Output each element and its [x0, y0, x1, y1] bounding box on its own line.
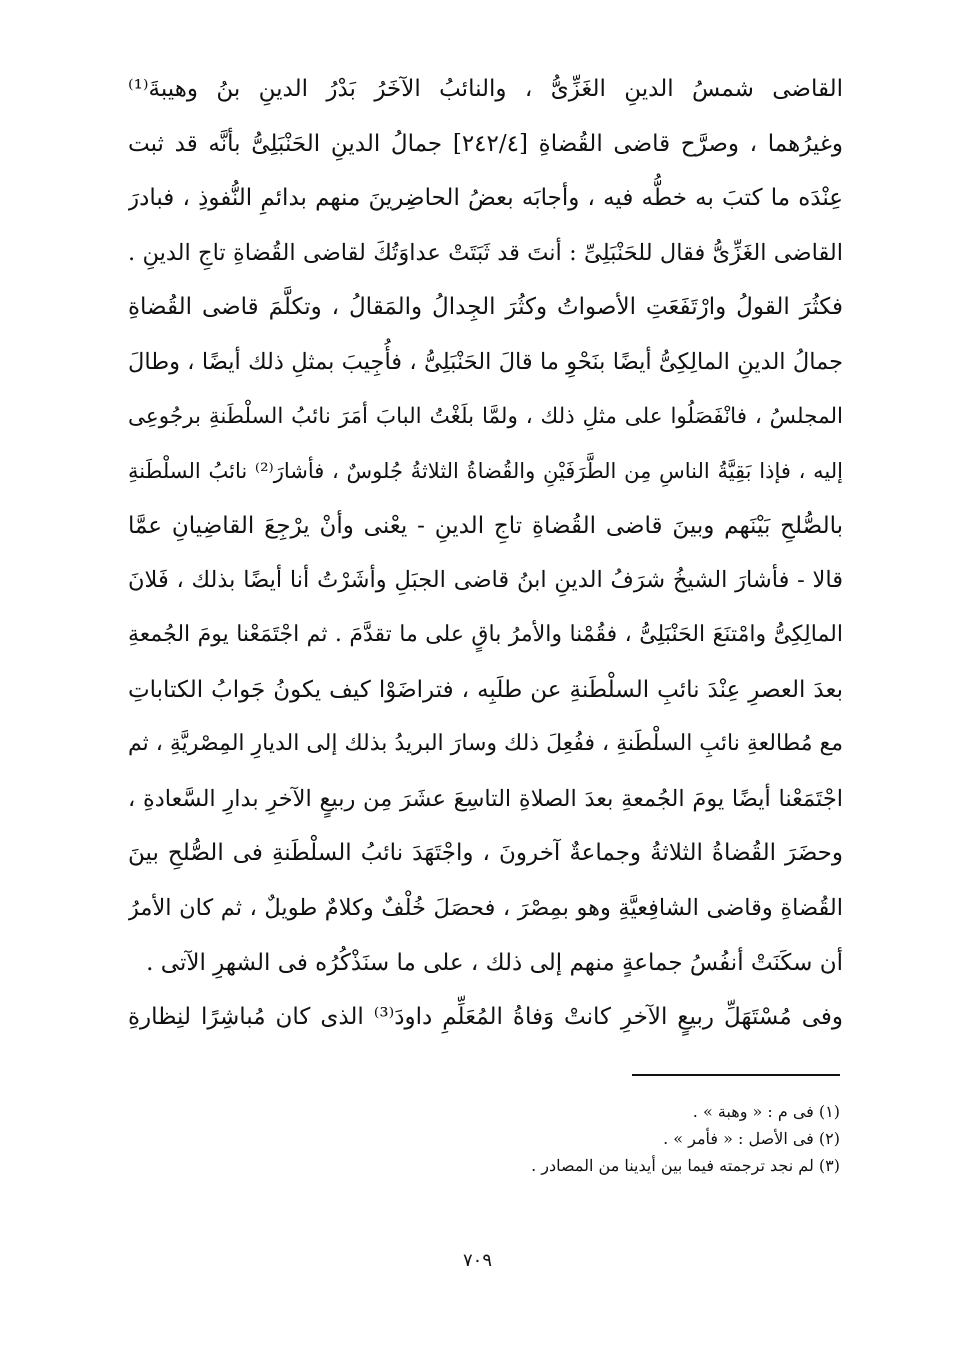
text-line: وحضَرَ القُضاةُ الثلاثةُ وجماعةٌ آخرونَ ، واجْتَهَدَ نائبُ السلْطَنةِ فى الصُّلحِ بينَ	[128, 840, 843, 867]
main-text	[128, 62, 843, 1045]
text-line: فكثُرَ القولُ وارْتَفَعَتِ الأصواتُ وكثُرَ الجِدالُ والمَقالُ ، وتكلَّمَ قاضى القُضاةِ	[128, 294, 843, 321]
text-line: القاضى شمسُ الدينِ الغَزِّىُّ ، والنائبُ الآخَرُ بَدْرُ الدينِ بنُ وهيبةَ⁽¹⁾	[128, 76, 843, 102]
footnote-separator	[632, 1074, 840, 1076]
text-line: المالِكِىُّ وامْتنَعَ الحَنْبَلِىُّ ، فقُمْنا والأمرُ باقٍ على ما تقدَّمَ . ثم اجْتَمَعْنا يومَ الجُمعةِ	[128, 621, 843, 647]
footnote: (٢) فى الأصل : « فأمر » .	[663, 1129, 840, 1148]
text-line: عِنْدَه ما كتبَ به خطُّه فيه ، وأجابَه بعضُ الحاضِرينَ منهم بدائمِ النُّفوذِ ، فبادرَ	[128, 185, 843, 212]
text-line: وفى مُسْتَهَلِّ ربيعٍ الآخرِ كانتْ وَفاةُ المُعَلِّمِ داودَ⁽³⁾ الذى كان مُباشِرًا لنِظارةِ	[128, 1004, 843, 1031]
text-line: إليه ، فإذا بَقِيَّةُ الناسِ مِن الطَّرَفَيْنِ والقُضاةُ الثلاثةُ جُلوسٌ ، فأشارَ⁽²⁾ نائبُ السلْطَنةِ	[128, 459, 843, 484]
text-line: وغيرُهما ، وصرَّح قاضى القُضاةِ [٢٤٢/٤] جمالُ الدينِ الحَنْبَلِىُّ بأنَّه قد ثبت	[128, 130, 843, 157]
text-line: المجلسُ ، فانْفَصَلُوا على مثلِ ذلك ، ولمَّا بلَغْتُ البابَ أمَرَ نائبُ السلْطَنةِ برجُوعِى	[128, 403, 843, 429]
text-line: قالا - فأشارَ الشيخُ شرَفُ الدينِ ابنُ قاضى الجبَلِ وأشَرْتُ أنا أيضًا بذلك ، فَلانَ	[128, 567, 843, 594]
text-line: القُضاةِ وقاضى الشافِعيَّةِ وهو بمِصْرَ ، فحصَلَ خُلْفٌ وكلامٌ طويلٌ ، ثم كان الأمرُ	[128, 894, 843, 921]
footnote: (١) فى م : « وهبة » .	[692, 1102, 840, 1121]
footnotes	[120, 1098, 840, 1179]
text-line: مع مُطالعةِ نائبِ السلْطَنةِ ، ففُعِلَ ذلك وسارَ البريدُ بذلك إلى الديارِ المِصْريَّةِ ، ثم	[128, 731, 843, 757]
page-number: ٧٠٩	[462, 1250, 492, 1271]
text-line: اجْتَمَعْنا أيضًا يومَ الجُمعةِ بعدَ الصلاةِ التاسِعَ عشَرَ مِن ربيعٍ الآخرِ بدارِ السَّعادةِ ،	[128, 785, 843, 812]
footnote: (٣) لم نجد ترجمته فيما بين أيدينا من المصادر .	[531, 1156, 840, 1175]
text-line: القاضى الغَزِّىُّ فقال للحَنْبَلِىِّ : أنتَ قد ثَبَتَتْ عداوَتُكَ لقاضى القُضاةِ تاجِ الدينِ .	[128, 239, 843, 266]
text-line: جمالُ الدينِ المالِكِىُّ أيضًا بنَحْوِ ما قالَ الحَنْبَلِىُّ ، فأُجِيبَ بمثلِ ذلك أيضًا ، وطالَ	[128, 348, 843, 375]
text-line: بالصُّلحِ بَيْنَهم وبينَ قاضى القُضاةِ تاجِ الدينِ - يعْنى وأنْ يرْجِعَ القاضِيانِ عمَّا	[128, 512, 843, 539]
text-line: بعدَ العصرِ عِنْدَ نائبِ السلْطَنةِ عن طلَبِه ، فتراضَوْا كيف يكونُ جَوابُ الكتاباتِ	[128, 676, 843, 703]
text-line: أن سكَنَتْ أنفُسُ جماعةٍ منهم إلى ذلك ، على ما سنَذْكُرُه فى الشهرِ الآتى .	[146, 949, 843, 976]
